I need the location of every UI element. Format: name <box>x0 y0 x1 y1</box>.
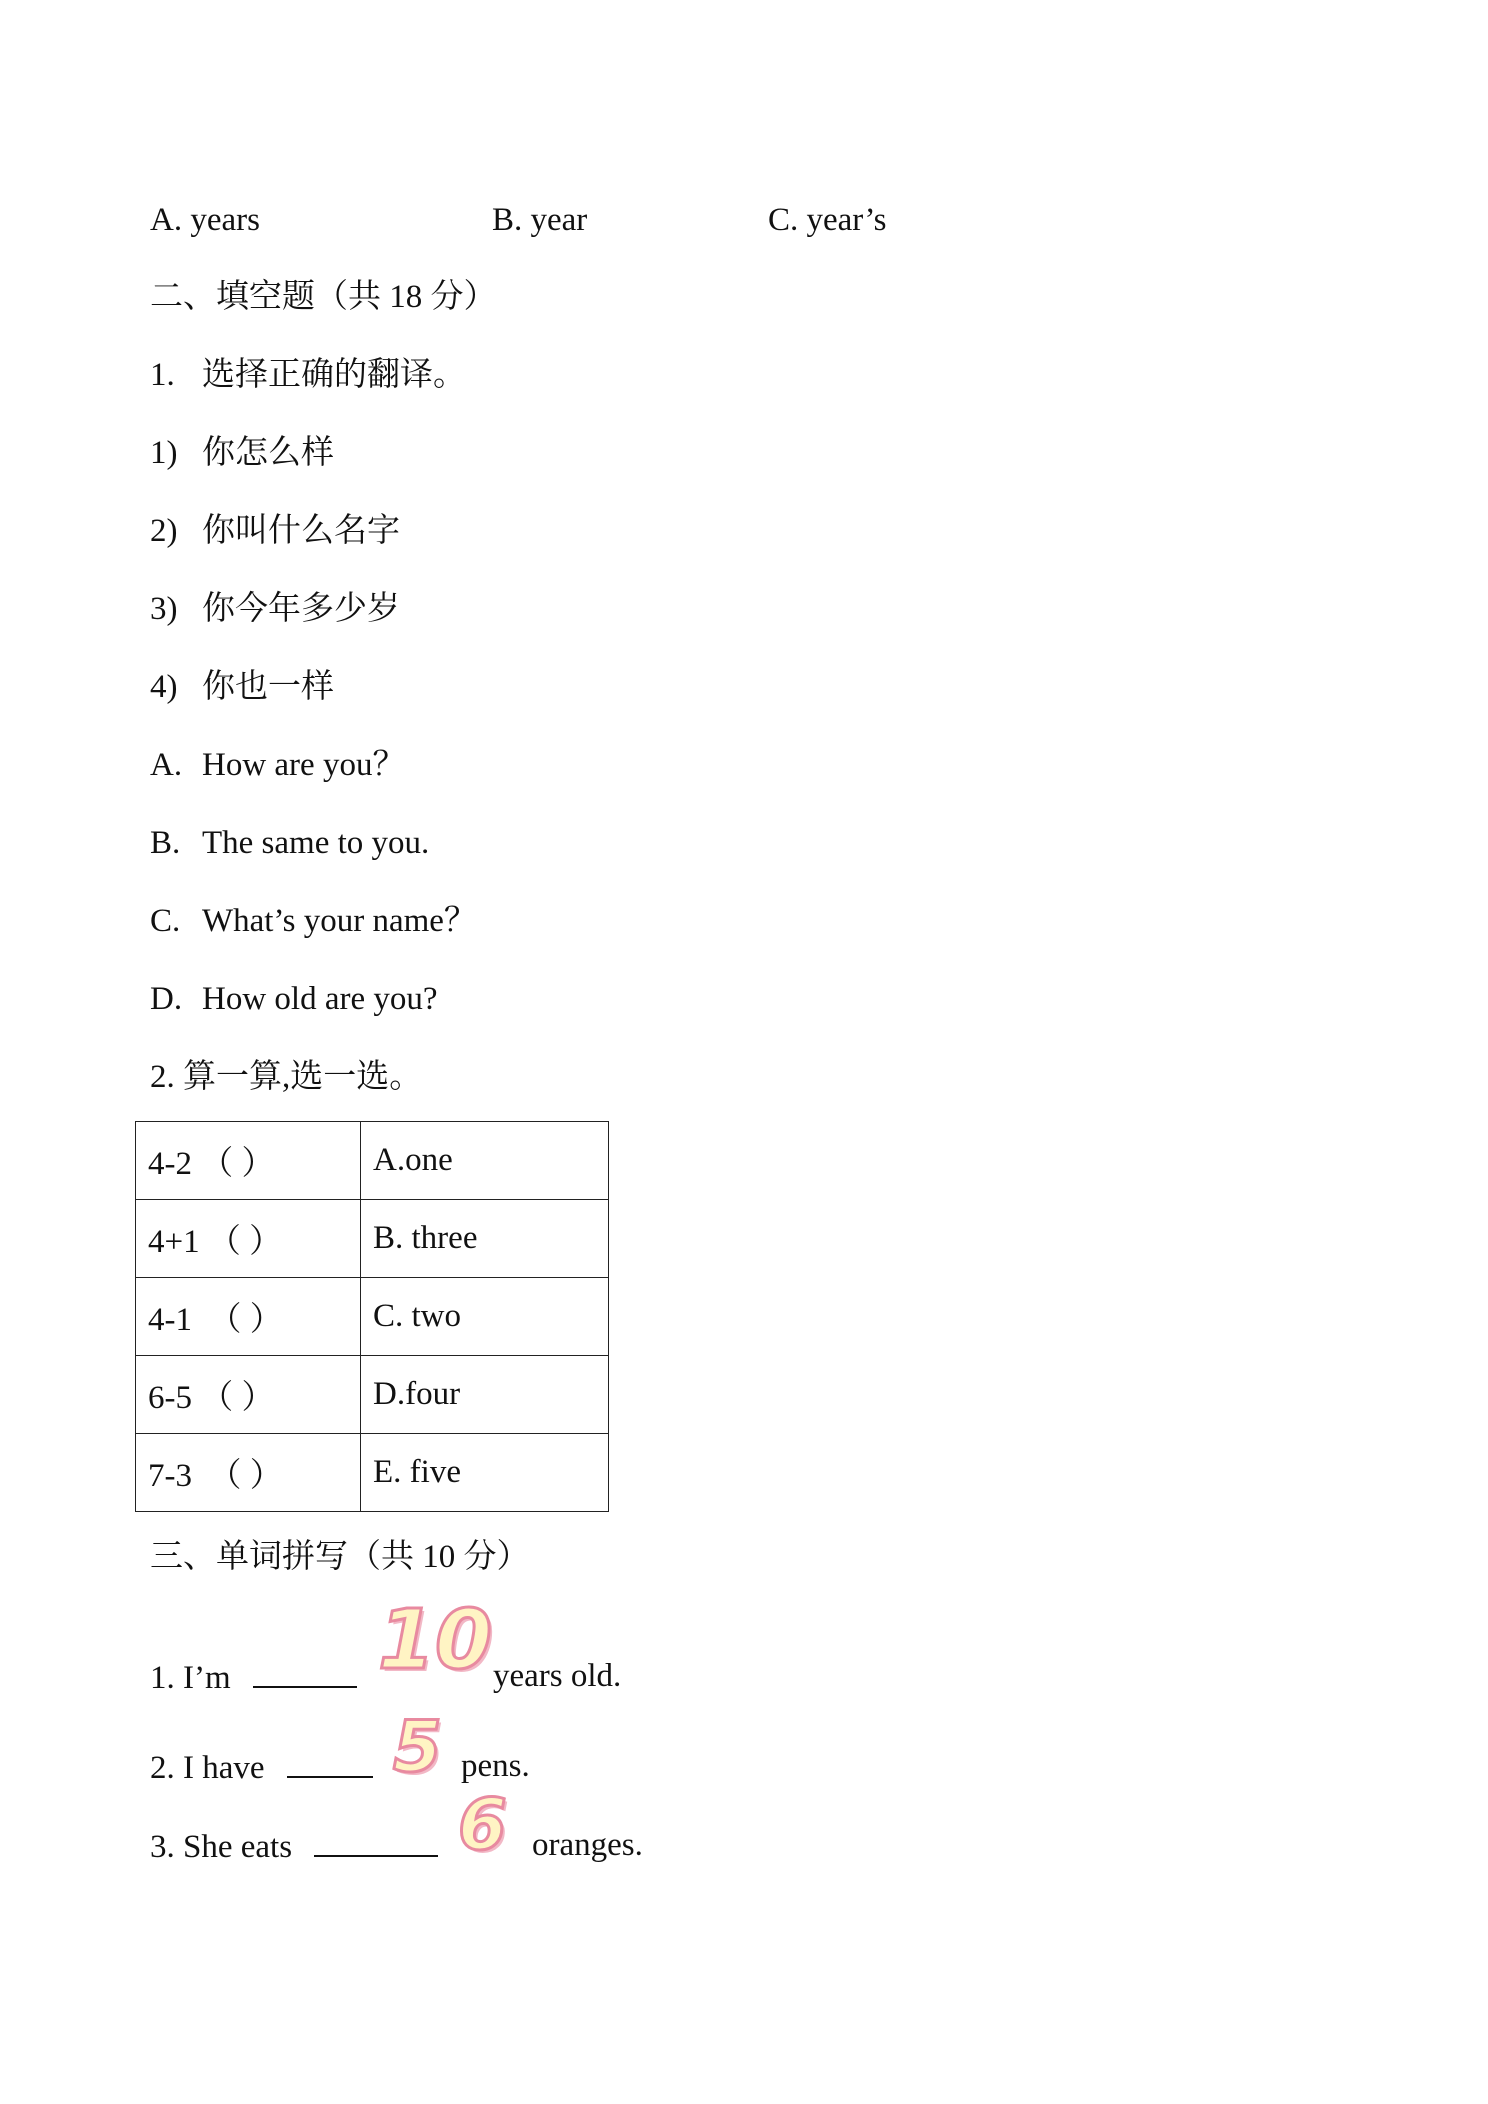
option-b: B. year <box>492 202 588 238</box>
choice-letter: D. <box>150 981 183 1017</box>
table-row <box>136 1200 609 1278</box>
item-number: 1) <box>150 435 178 471</box>
sentence-start: 2. I have <box>150 1750 265 1786</box>
answer-cell: C. two <box>361 1278 609 1356</box>
answer-cell: A.one <box>361 1122 609 1200</box>
section3-title: 三、单词拼写（共 10 分） <box>150 1539 530 1575</box>
choice-text: What’s your name？ <box>202 903 477 939</box>
table-row <box>136 1356 609 1434</box>
choice-letter: C. <box>150 903 181 939</box>
calc-table <box>135 1121 609 1512</box>
number-5-image: 5 <box>393 1706 442 1788</box>
option-c: C. year’s <box>768 202 887 238</box>
number-6-image: 6 <box>458 1784 507 1866</box>
expression-cell <box>136 1356 361 1434</box>
table-row <box>136 1278 609 1356</box>
table-row <box>136 1122 609 1200</box>
list-item <box>150 589 400 629</box>
answer-blank[interactable]: （ ） <box>208 1302 283 1338</box>
answer-cell: E. five <box>361 1434 609 1512</box>
sentence-end: oranges. <box>532 1827 643 1863</box>
spelling-item <box>150 1825 438 1867</box>
choice-text: How are you？ <box>202 747 406 783</box>
question-2-title: 2. 算一算,选一选。 <box>150 1059 423 1095</box>
choice-item <box>150 901 477 941</box>
spelling-item <box>150 1746 373 1788</box>
expression-cell <box>136 1278 361 1356</box>
list-item <box>150 511 400 551</box>
answer-cell: D.four <box>361 1356 609 1434</box>
expression: 7-3 <box>148 1458 192 1494</box>
expression: 4-2 <box>148 1146 192 1182</box>
item-number: 4) <box>150 669 178 705</box>
expression: 4-1 <box>148 1302 192 1338</box>
answer-blank[interactable] <box>287 1746 373 1778</box>
answer-blank[interactable]: （ ） <box>200 1380 275 1416</box>
answer-blank[interactable] <box>253 1656 357 1688</box>
item-number: 2) <box>150 513 178 549</box>
sentence-start: 3. She eats <box>150 1829 293 1865</box>
item-text: 你也一样 <box>202 669 334 705</box>
answer-cell: B. three <box>361 1200 609 1278</box>
sentence-start: 1. I’m <box>150 1660 231 1696</box>
option-a: A. years <box>150 202 260 238</box>
choice-item <box>150 979 438 1019</box>
expression: 4+1 <box>148 1224 200 1260</box>
choice-letter: B. <box>150 825 181 861</box>
table-row <box>136 1434 609 1512</box>
item-number: 3) <box>150 591 178 627</box>
expression-cell <box>136 1434 361 1512</box>
spelling-item <box>150 1656 357 1698</box>
answer-blank[interactable] <box>314 1825 438 1857</box>
item-text: 你怎么样 <box>202 435 334 471</box>
list-item <box>150 433 334 473</box>
choice-item <box>150 823 429 863</box>
choice-letter: A. <box>150 747 183 783</box>
question-1-title: 选择正确的翻译。 <box>202 357 466 393</box>
sentence-end: years old. <box>493 1658 622 1694</box>
item-text: 你今年多少岁 <box>202 591 400 627</box>
expression-cell <box>136 1200 361 1278</box>
question-1-number: 1. <box>150 357 175 393</box>
answer-blank[interactable]: （ ） <box>207 1224 283 1260</box>
answer-blank[interactable]: （ ） <box>208 1458 283 1494</box>
sentence-end: pens. <box>461 1748 530 1784</box>
list-item <box>150 667 334 707</box>
answer-blank[interactable]: （ ） <box>200 1146 275 1182</box>
choice-text: The same to you. <box>202 825 430 861</box>
expression: 6-5 <box>148 1380 192 1416</box>
choice-text: How old are you? <box>202 981 438 1017</box>
section2-title: 二、填空题（共 18 分） <box>150 279 497 315</box>
choice-item <box>150 745 405 785</box>
question-1 <box>150 355 466 395</box>
item-text: 你叫什么名字 <box>202 513 400 549</box>
expression-cell <box>136 1122 361 1200</box>
number-10-image: 10 <box>378 1593 493 1688</box>
